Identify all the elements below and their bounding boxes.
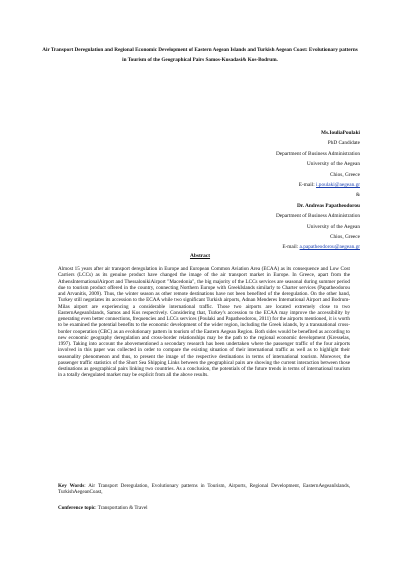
author-name: Dr. Andreas Papatheodorou	[296, 202, 360, 209]
author-role: PhD Candidate	[327, 140, 360, 147]
email-label: E-mail:	[282, 244, 300, 251]
abstract-heading: Abstract	[189, 253, 211, 259]
email-label: E-mail:	[298, 182, 316, 189]
author-email-link[interactable]: i.poulaki@aegean.gr	[316, 182, 360, 189]
abstract-body: Almost 15 years after air transport deregulation in Europe and European Common Aviation Area (ECAA) as its consequence and Low Cost Carriers (LCCs) as its genuine product have changed the image of the air transport market in Europe. In Greece, apart from the AthensInternationalAirport and ThessalonikiAirport "Macedonia", the big majority of the LCCs services are seasonal during summer period due to tourism product offered in the country, connecting Northern Europe with GreekIslands similarly to Charter services (Papatheodorou and Arvanitis, 2009). Thus, the winter season as other remote destinations have not been benefited of the deregulation. On the other hand, Turkey still negotiates its accession to the ECAA while two significant Turkish airports, Adnan Menderes International Airport and Bodrum-Milas airport are experiencing a considerable international traffic. Those two airports are located extremely close to two EasternAegeanIslands, Samos and Kos respectively. Considering that, Turkey's accession to the ECAA may improve the accessibility by generating even better connections, frequencies and LCCs services (Poulaki and Papatheodorou, 2011) for the airports mentioned, it is worth to be examined the potential benefits to the economic development of the wider region, including the Greek islands, by a transnational cross-border cooperation (CBC) as an evolutionary pattern in tourism of the Eastern Aegean Region. Both sides would be benefited as according to new economic geography deregulation and cross-border relationships may be the path to the regional economic development (Kresselas, 1997). Taking into account the abovementioned a secondary research has been undertaken where the passenger traffic of the four airports involved in this paper was collected in order to compare the existing situation of their international traffic as well as to highlight their seasonality phenomenon and thus, to present the image of the respective destinations in terms of international tourism. Moreover, the passenger traffic statistics of the Short Sea Shipping Links between the geographical pairs are showing the current interaction between those destinations as geographical pairs linking two countries. As a conclusion, the potentials of the future trends in terms of international tourism in a totally deregulated market may be explicit from all the above results.	[58, 266, 350, 379]
author-email-line	[160, 180, 360, 190]
conference-topic	[58, 505, 350, 511]
author-department: Department of Business Administration	[275, 213, 360, 220]
author-location: Chios, Greece	[329, 234, 360, 241]
author-university: University of the Aegean	[306, 223, 360, 230]
author-separator: &	[355, 192, 360, 199]
author-university: University of the Aegean	[306, 161, 360, 168]
author-name: Ms.IouliaPoulaki	[321, 130, 360, 136]
author-location: Chios, Greece	[329, 171, 360, 178]
author-email-line	[160, 242, 360, 252]
author-email-link[interactable]: a.papatheodorou@aegean.gr	[299, 244, 360, 251]
keywords-paragraph	[58, 483, 350, 496]
keywords-label: Key Words	[58, 483, 85, 489]
author-department: Department of Business Administration	[275, 150, 360, 157]
paper-title: Air Transport Deregulation and Regional Economic Development of Eastern Aegean Islands and Turkish Aegean Coast: Evolutionary patterns in Tourism of the Geographical Pairs Samos-Kusadasi& Kos-Bodrum.	[42, 47, 358, 63]
conference-topic-text: : Transportation & Travel	[95, 505, 148, 511]
conference-topic-label: Conference topic	[58, 505, 96, 511]
keywords-text: : Air Transport Deregulation, Evolutionary patterns in Tourism, Airports, Regional Development, EasternAegeanIslands, TurkishAegeanCoast,	[58, 483, 350, 496]
author-block	[160, 128, 360, 253]
